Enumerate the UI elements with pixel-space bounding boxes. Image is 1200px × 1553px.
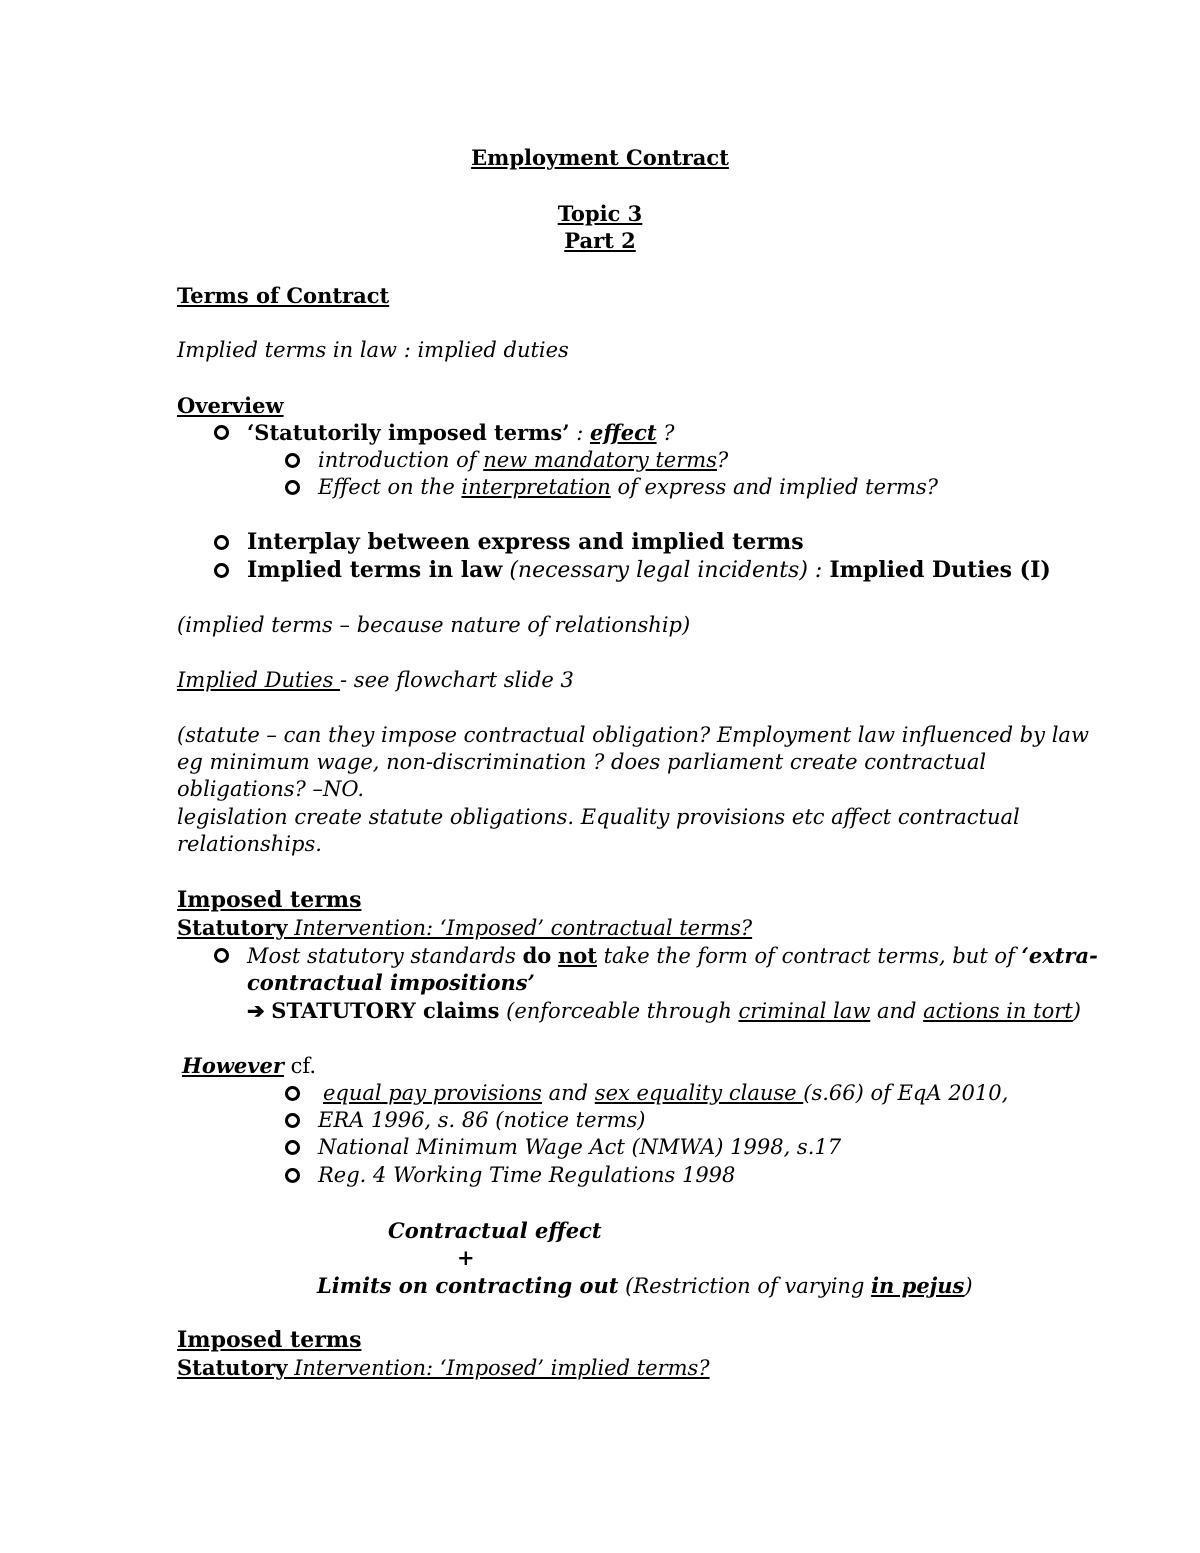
- however-item: [323, 1080, 1008, 1107]
- bullet-icon: [214, 535, 229, 550]
- sub-item-interpretation: [318, 474, 938, 501]
- t-i: ): [964, 1274, 973, 1298]
- bullet-icon: [214, 948, 229, 963]
- imposed-bullet: [247, 942, 1098, 970]
- bullet-icon: [285, 480, 300, 495]
- however-line: [182, 1052, 316, 1080]
- sub-item-mandatory: [318, 447, 728, 474]
- t-b: do: [522, 943, 552, 968]
- statute-para-line: obligations? –NO.: [177, 777, 365, 801]
- t-b: Statutory: [177, 915, 288, 940]
- however-item: ERA 1996, s. 86 (notice terms): [318, 1108, 646, 1132]
- imposed-subheading-2: [177, 1354, 710, 1382]
- t-b: Implied terms in law: [247, 557, 503, 583]
- t-biu: However: [182, 1053, 284, 1078]
- t: cf.: [283, 1054, 317, 1078]
- t-i: (necessary legal incidents) :: [502, 558, 830, 583]
- t-b: Statutory: [177, 1355, 288, 1380]
- t: - see flowchart slide 3: [340, 668, 574, 692]
- bullet-icon: [214, 563, 229, 578]
- t-i: take the form of contract terms, but of: [596, 944, 1022, 968]
- sep: :: [569, 421, 590, 445]
- t: Effect on the: [318, 475, 462, 499]
- bullet-icon: [214, 425, 229, 440]
- imposed-heading-2: Imposed terms: [177, 1327, 362, 1353]
- t: introduction of: [318, 448, 484, 472]
- t: of express and implied terms?: [610, 475, 939, 499]
- t-u: Implied Duties: [177, 668, 341, 692]
- statute-para-line: eg minimum wage, non-discrimination ? does parliament create contractual: [177, 750, 987, 774]
- t-i: (enforceable through: [499, 999, 739, 1023]
- overview-item-interplay: Interplay between express and implied terms: [247, 529, 804, 555]
- implied-line: Implied terms in law : implied duties: [177, 338, 569, 362]
- bullet-icon: [285, 1168, 300, 1183]
- t: and: [541, 1081, 595, 1105]
- t-i: Most statutory standards: [247, 944, 523, 968]
- overview-heading: Overview: [177, 393, 284, 418]
- part-label: Part 2: [564, 228, 636, 253]
- plus-sign: +: [457, 1245, 475, 1270]
- t-bi: Limits on contracting out: [317, 1273, 619, 1298]
- however-item: Reg. 4 Working Time Regulations 1998: [318, 1163, 736, 1187]
- t-u: sex equality clause: [594, 1081, 804, 1105]
- imposed-subheading: [177, 914, 752, 942]
- bold-text: ‘Statutorily imposed terms’: [247, 420, 570, 445]
- arrow-icon: ➔: [247, 998, 265, 1023]
- t-biu: in pejus: [871, 1273, 965, 1298]
- t-u: equal pay provisions: [323, 1081, 542, 1105]
- bullet-icon: [285, 1140, 300, 1155]
- bullet-icon: [285, 1086, 300, 1101]
- t-i: (Restriction of varying: [618, 1274, 872, 1298]
- statute-para-line: (statute – can they impose contractual obligation? Employment law influenced by law: [177, 723, 1089, 747]
- overview-item-statutory: [247, 419, 675, 447]
- statute-para-line: legislation create statute obligations. Equality provisions etc affect contractual: [177, 805, 1020, 829]
- q: ?: [656, 421, 675, 445]
- contractual-effect: Contractual effect: [388, 1218, 602, 1243]
- t: ?: [716, 448, 729, 472]
- however-item: National Minimum Wage Act (NMWA) 1998, s.17: [318, 1135, 842, 1159]
- t-i: Intervention: ‘Imposed’ contractual terms?: [287, 916, 753, 940]
- imposed-bullet-cont: contractual impositions’: [247, 970, 535, 995]
- t-u: interpretation: [461, 475, 611, 499]
- limits-line: [317, 1272, 973, 1300]
- t-bi: ‘extra-: [1021, 943, 1098, 968]
- t-i: Intervention: ‘Imposed’ implied terms?: [287, 1356, 710, 1380]
- t-u: new mandatory terms: [483, 448, 717, 472]
- t-b: STATUTORY claims: [271, 998, 500, 1023]
- t-i: ): [1072, 999, 1081, 1023]
- topic-label: Topic 3: [557, 201, 643, 226]
- t-i: and: [870, 999, 924, 1023]
- effect-text: effect: [589, 420, 657, 445]
- doc-title: Employment Contract: [471, 145, 729, 170]
- terms-heading: Terms of Contract: [177, 283, 390, 308]
- t-iu: actions in tort: [923, 999, 1073, 1023]
- t: (s.66) of EqA 2010,: [803, 1081, 1009, 1105]
- t-bu: not: [557, 943, 597, 968]
- imposed-heading: Imposed terms: [177, 887, 362, 913]
- overview-item-implied: [247, 557, 1051, 584]
- statutory-claims-line: [247, 997, 1081, 1025]
- t-iu: criminal law: [738, 999, 871, 1023]
- bullet-icon: [285, 453, 300, 468]
- implied-note: (implied terms – because nature of relationship): [177, 613, 691, 637]
- statute-para-line: relationships.: [177, 832, 322, 856]
- t-b: Implied Duties (I): [829, 557, 1051, 583]
- bullet-icon: [285, 1113, 300, 1128]
- duties-line: [177, 667, 574, 694]
